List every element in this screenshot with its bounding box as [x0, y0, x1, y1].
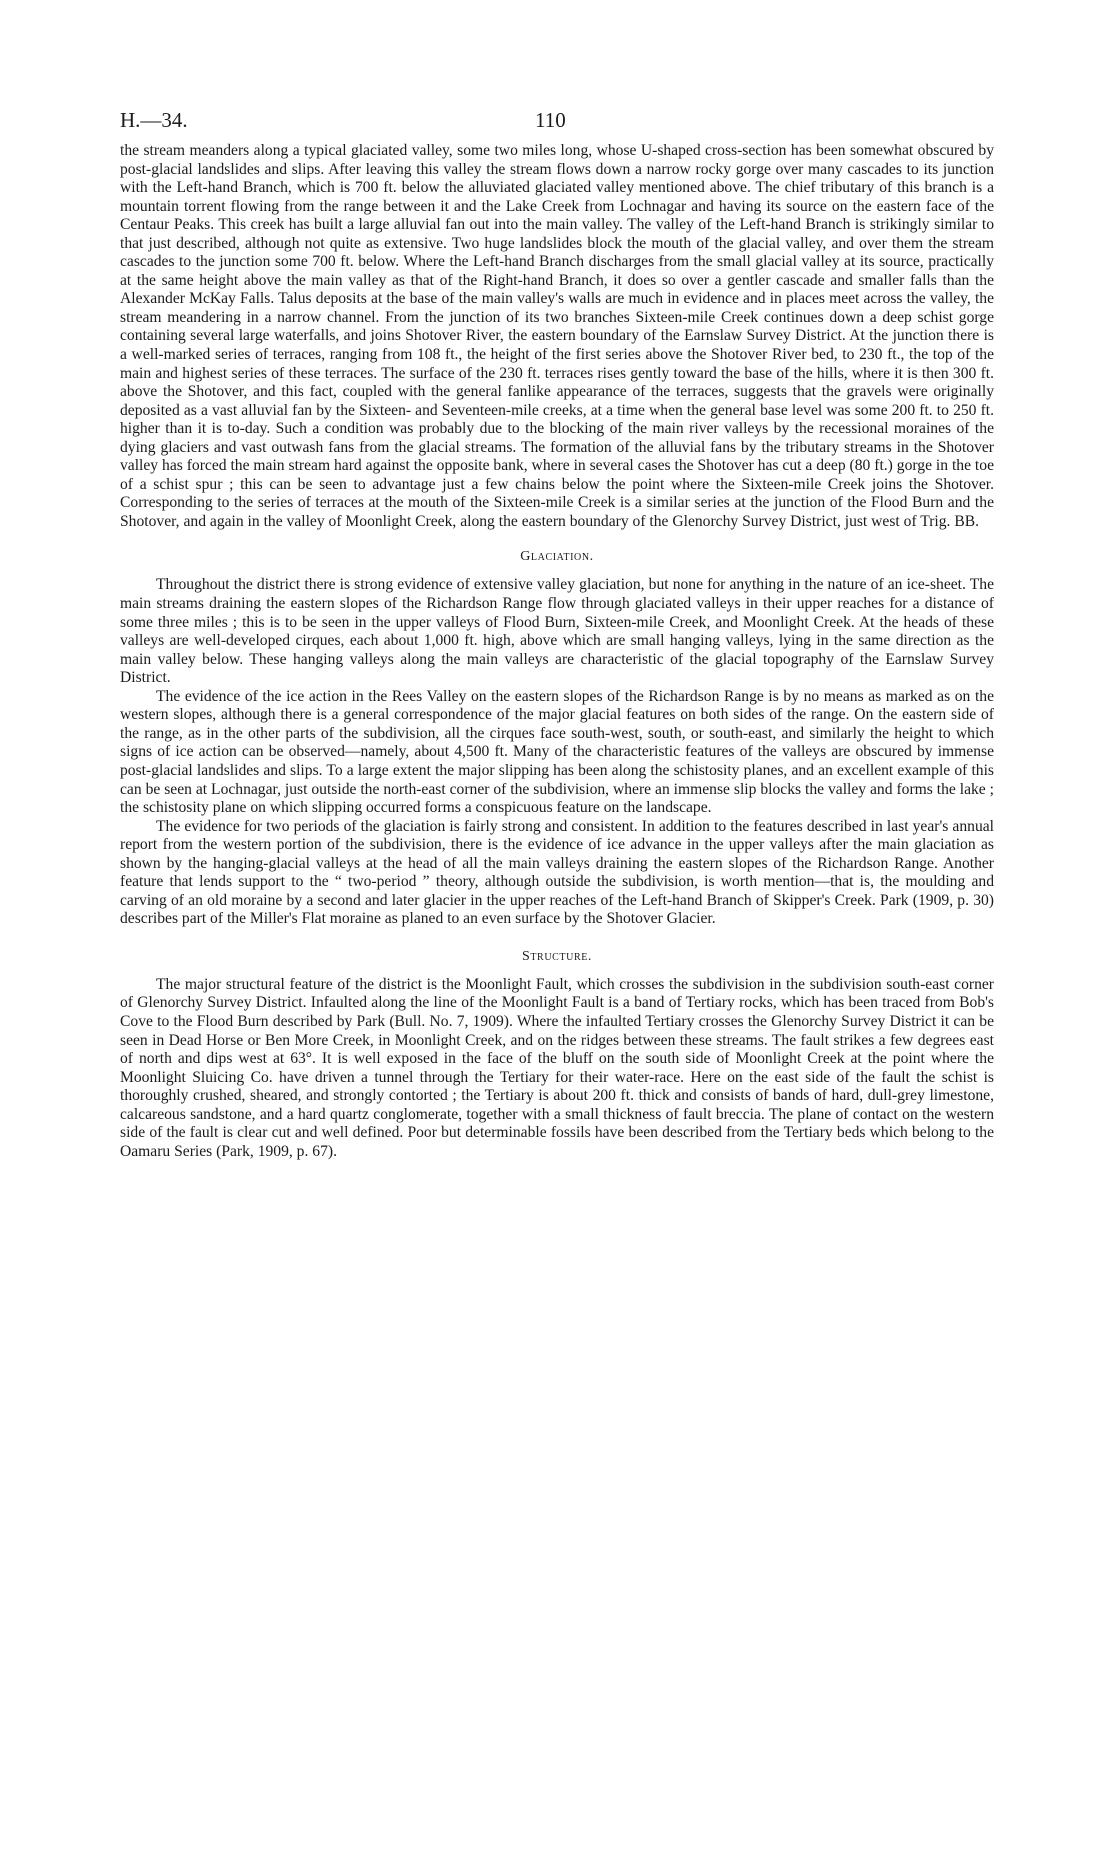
glaciation-paragraph-1: Throughout the district there is strong evidence of extensive valley glaciation, but none for anything in the nature of an ice-sheet. The main streams draining the eastern slopes of the Richardson Range flow through glaciated valleys in their upper reaches for a distance of some three miles ; this is to be seen in the upper valleys of Flood Burn, Sixteen-mile Creek, and Moonlight Creek. At the heads of these valleys are well-developed cirques, each about 1,000 ft. high, above which are small hanging valleys, lying in the same direction as the main valley below. These hanging valleys along the main valleys are characteristic of the glacial topography of the Earnslaw Survey District. [120, 576, 994, 687]
glaciation-paragraph-2: The evidence of the ice action in the Rees Valley on the eastern slopes of the Richardson Range is by no means as marked as on the western slopes, although there is a general correspondence of the major glacial features on both sides of the range. On the eastern side of the range, as in the other parts of the subdivision, all the cirques face south-west, south, or south-east, and similarly the height to which signs of ice action can be observed—namely, about 4,500 ft. Many of the characteristic features of the valleys are obscured by immense post-glacial landslides and slips. To a large extent the major slipping has been along the schistosity planes, and an excellent example of this can be seen at Lochnagar, just outside the north-east corner of the subdivision, where an immense slip blocks the valley and forms the lake ; the schistosity plane on which slipping occurred forms a conspicuous feature on the landscape. [120, 687, 994, 817]
page-number: 110 [535, 108, 566, 132]
continued-paragraph: the stream meanders along a typical glaciated valley, some two miles long, whose U-shaped cross-section has been somewhat obscured by post-glacial landslides and slips. After leaving this valley the stream flows down a narrow rocky gorge over many cascades to its junction with the Left-hand Branch, which is 700 ft. below the alluviated glaciated valley mentioned above. The chief tributary of this branch is a mountain torrent flowing from the range between it and the Lake Creek from Lochnagar and having its source on the eastern face of the Centaur Peaks. This creek has built a large alluvial fan out into the main valley. The valley of the Left-hand Branch is strikingly similar to that just described, although not quite as extensive. Two huge landslides block the mouth of the glacial valley, and over them the stream cascades to the junction some 700 ft. below. Where the Left-hand Branch discharges from the small glacial valley at its source, practically at the same height above the main valley as that of the Right-hand Branch, it does so over a gentler cascade and smaller falls than the Alexander McKay Falls. Talus deposits at the base of the main valley's walls are much in evidence and in places meet across the valley, the stream meandering in a narrow channel. From the junction of its two branches Sixteen-mile Creek continues down a deep schist gorge containing several large waterfalls, and joins Shotover River, the eastern boundary of the Earnslaw Survey District. At the junction there is a well-marked series of terraces, ranging from 108 ft., the height of the first series above the Shotover River bed, to 230 ft., the top of the main and highest series of these terraces. The surface of the 230 ft. terraces rises gently toward the base of the hills, where it is then 300 ft. above the Shotover, and this fact, coupled with the general fanlike appearance of the terraces, suggests that the gravels were originally deposited as a vast alluvial fan by the Sixteen- and Seventeen-mile creeks, at a time when the general base level was some 200 ft. to 250 ft. higher than it is to-day. Such a condition was probably due to the blocking of the main river valleys by the recessional moraines of the dying glaciers and vast outwash fans from the glacial streams. The formation of the alluvial fans by the tributary streams in the Shotover valley has forced the main stream hard against the opposite bank, where in several cases the Shotover has cut a deep (80 ft.) gorge in the toe of a schist spur ; this can be seen to advantage just a few chains below the point where the Sixteen-mile Creek joins the Shotover. Corresponding to the series of terraces at the mouth of the Sixteen-mile Creek is a similar series at the junction of the Flood Burn and the Shotover, and again in the valley of Moonlight Creek, along the eastern boundary of the Glenorchy Survey District, just west of Trig. BB. [120, 142, 994, 530]
document-page [120, 108, 994, 1161]
report-reference: H.—34. [120, 108, 188, 132]
structure-paragraph-1: The major structural feature of the district is the Moonlight Fault, which crosses the subdivision in the subdivision south-east corner of Glenorchy Survey District. Infaulted along the line of the Moonlight Fault is a band of Tertiary rocks, which has been traced from Bob's Cove to the Flood Burn described by Park (Bull. No. 7, 1909). Where the infaulted Tertiary crosses the Glenorchy Survey District it can be seen in Dead Horse or Ben More Creek, in Moonlight Creek, and on the ridges between these streams. The fault strikes a few degrees east of north and dips west at 63°. It is well exposed in the face of the bluff on the south side of Moonlight Creek at the point where the Moonlight Sluicing Co. have driven a tunnel through the Tertiary for their water-race. Here on the east side of the fault the schist is thoroughly crushed, sheared, and strongly contorted ; the Tertiary is about 200 ft. thick and consists of bands of hard, dull-grey limestone, calcareous sandstone, and a hard quartz conglomerate, together with a small thickness of fault breccia. The plane of contact on the western side of the fault is clear cut and well defined. Poor but determinable fossils have been described from the Tertiary beds which belong to the Oamaru Series (Park, 1909, p. 67). [120, 975, 994, 1160]
section-heading-glaciation: Glaciation. [520, 549, 594, 565]
running-header [120, 108, 994, 140]
section-heading-structure: Structure. [521, 948, 593, 964]
glaciation-paragraph-3: The evidence for two periods of the glaciation is fairly strong and consistent. In addition to the features described in last year's annual report from the western portion of the subdivision, there is the evidence of ice advance in the upper valleys after the main glaciation as shown by the hanging-glacial valleys at the head of all the main valleys draining the eastern slopes of the Richardson Range. Another feature that lends support to the “ two-period ” theory, although outside the subdivision, is worth mention—that is, the moulding and carving of an old moraine by a second and later glacier in the upper reaches of the Left-hand Branch of Skipper's Creek. Park (1909, p. 30) describes part of the Miller's Flat moraine as planed to an even surface by the Shotover Glacier. [120, 817, 994, 928]
